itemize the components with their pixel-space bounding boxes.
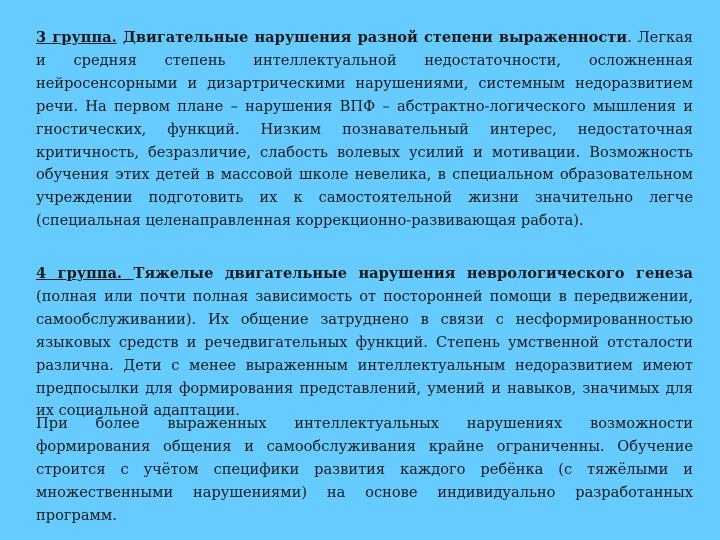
group-3-number: 3 группа. bbox=[36, 29, 117, 46]
group-3-paragraph bbox=[36, 27, 693, 233]
group-3-body: . Легкая и средняя степень интеллектуальной недостаточности, осложненная нейросенсорными и дизартрическими нарушениями, системным недоразвитием речи. На первом плане – нарушения ВПФ – абстрактно-логического мышления и гностических, функций. Низким познавательный интерес, недостаточная критичность, безразличие, слабость волевых усилий и мотивации. Возможность обучения этих детей в массовой школе невелика, в специальном образовательном учреждении подготовить их к самостоятельной жизни значительно легче (специальная целенаправленная коррекционно-развивающая работа). bbox=[36, 29, 693, 230]
severe-impairment-paragraph: При более выраженных интеллектуальных нарушениях возможности формирования общения и самообслуживания крайне ограниченны. Обучение строится с учётом специфики развития каждого ребёнка (с тяжёлыми и множественными нарушениями) на основе индивидуально разработанных программ. bbox=[36, 415, 693, 524]
group-4-paragraph bbox=[36, 263, 693, 423]
group-3-title: Двигательные нарушения разной степени выраженности bbox=[116, 29, 628, 46]
group-4-title: Тяжелые двигательные нарушения неврологического генеза bbox=[133, 265, 693, 282]
group-4-number: 4 группа. bbox=[36, 265, 134, 282]
group-4-body: (полная или почти полная зависимость от посторонней помощи в передвижении, самообслуживании). Их общение затруднено в связи с несформированностью языковых средств и речедвигательных функций. Степень умственной отсталости различна. Дети с менее выраженным интеллектуальным недоразвитием имеют предпосылки для формирования представлений, умений и навыков, значимых для их социальной адаптации. bbox=[36, 287, 693, 420]
